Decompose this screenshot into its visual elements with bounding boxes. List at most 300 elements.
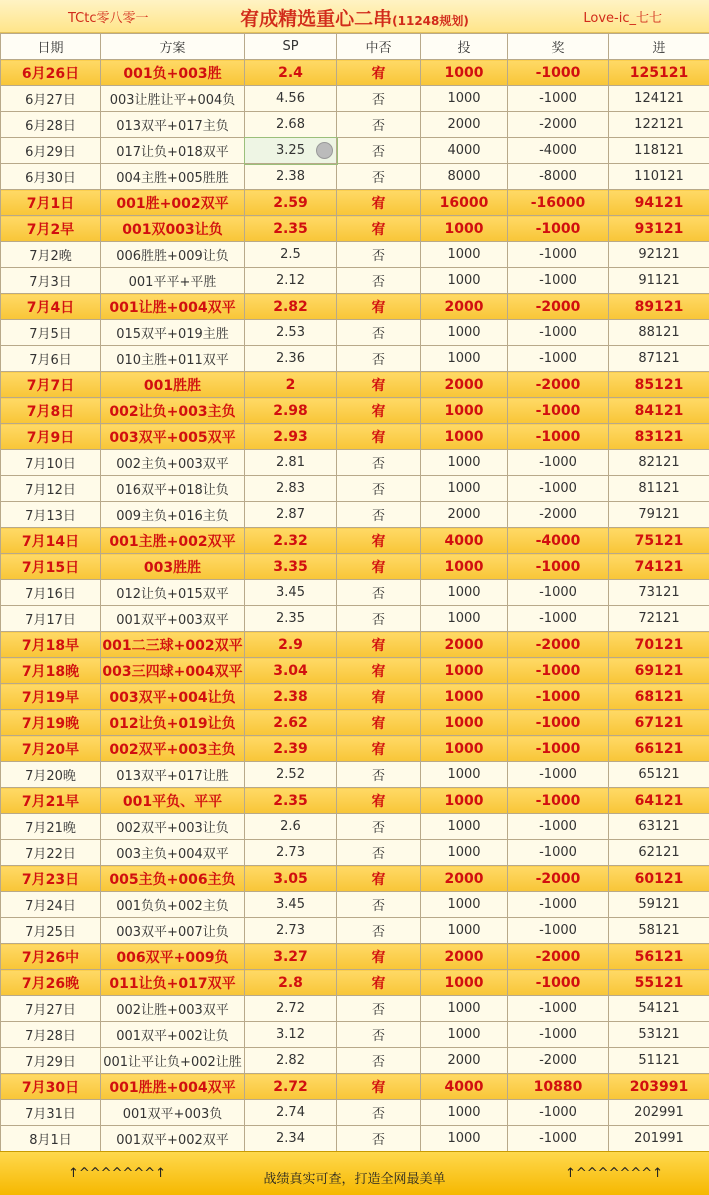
sp-cell[interactable] — [245, 710, 337, 736]
result-cell[interactable] — [337, 294, 421, 320]
sp-cell[interactable] — [245, 684, 337, 710]
balance-cell[interactable] — [609, 346, 709, 372]
balance-cell[interactable] — [609, 476, 709, 502]
result-cell[interactable] — [337, 866, 421, 892]
sp-cell[interactable] — [245, 632, 337, 658]
result-cell[interactable] — [337, 996, 421, 1022]
date-cell[interactable] — [1, 450, 101, 476]
date-cell[interactable] — [1, 866, 101, 892]
sp-cell[interactable] — [245, 1074, 337, 1100]
date-cell[interactable] — [1, 762, 101, 788]
plan-cell[interactable] — [101, 216, 245, 242]
sp-cell[interactable] — [245, 216, 337, 242]
bet-cell[interactable] — [421, 710, 508, 736]
date-cell[interactable] — [1, 970, 101, 996]
plan-cell[interactable] — [101, 632, 245, 658]
plan-cell[interactable] — [101, 1074, 245, 1100]
balance-cell[interactable] — [609, 1126, 709, 1152]
sp-cell[interactable] — [245, 502, 337, 528]
balance-cell[interactable] — [609, 996, 709, 1022]
bet-cell[interactable] — [421, 164, 508, 190]
prize-cell[interactable] — [508, 294, 609, 320]
result-cell[interactable] — [337, 528, 421, 554]
balance-cell[interactable] — [609, 944, 709, 970]
sp-cell[interactable] — [245, 86, 337, 112]
result-cell[interactable] — [337, 606, 421, 632]
date-cell[interactable] — [1, 606, 101, 632]
sp-cell[interactable] — [245, 450, 337, 476]
balance-cell[interactable] — [609, 164, 709, 190]
date-cell[interactable] — [1, 60, 101, 86]
balance-cell[interactable] — [609, 606, 709, 632]
plan-cell[interactable] — [101, 476, 245, 502]
date-cell[interactable] — [1, 528, 101, 554]
prize-cell[interactable] — [508, 502, 609, 528]
bet-cell[interactable] — [421, 554, 508, 580]
balance-cell[interactable] — [609, 1100, 709, 1126]
bet-cell-text: 2000 — [445, 377, 484, 393]
date-cell[interactable] — [1, 1022, 101, 1048]
result-cell[interactable] — [337, 216, 421, 242]
date-cell[interactable] — [1, 736, 101, 762]
result-cell-text: 宥 — [372, 300, 386, 316]
bet-cell[interactable] — [421, 450, 508, 476]
sp-cell[interactable] — [245, 580, 337, 606]
date-cell[interactable] — [1, 1074, 101, 1100]
result-cell[interactable] — [337, 112, 421, 138]
balance-cell[interactable] — [609, 1074, 709, 1100]
sp-cell[interactable] — [245, 476, 337, 502]
balance-cell[interactable] — [609, 866, 709, 892]
result-cell[interactable] — [337, 60, 421, 86]
sp-cell[interactable] — [245, 554, 337, 580]
plan-cell[interactable] — [101, 658, 245, 684]
result-cell[interactable] — [337, 450, 421, 476]
date-cell[interactable] — [1, 268, 101, 294]
balance-cell[interactable] — [609, 762, 709, 788]
result-cell[interactable] — [337, 580, 421, 606]
prize-cell[interactable] — [508, 658, 609, 684]
date-cell[interactable] — [1, 658, 101, 684]
result-cell[interactable] — [337, 268, 421, 294]
plan-cell[interactable] — [101, 554, 245, 580]
balance-cell[interactable] — [609, 970, 709, 996]
result-cell[interactable] — [337, 944, 421, 970]
plan-cell[interactable] — [101, 944, 245, 970]
prize-cell[interactable] — [508, 450, 609, 476]
prize-cell[interactable] — [508, 554, 609, 580]
date-cell[interactable] — [1, 840, 101, 866]
prize-cell[interactable] — [508, 268, 609, 294]
sp-cell[interactable] — [245, 788, 337, 814]
result-cell[interactable] — [337, 138, 421, 164]
plan-cell[interactable] — [101, 268, 245, 294]
balance-cell[interactable] — [609, 892, 709, 918]
result-cell[interactable] — [337, 320, 421, 346]
balance-cell[interactable] — [609, 398, 709, 424]
plan-cell[interactable] — [101, 320, 245, 346]
bet-cell[interactable] — [421, 112, 508, 138]
prize-cell[interactable] — [508, 944, 609, 970]
balance-cell[interactable] — [609, 320, 709, 346]
plan-cell[interactable] — [101, 580, 245, 606]
date-cell[interactable] — [1, 112, 101, 138]
prize-cell[interactable] — [508, 320, 609, 346]
result-cell[interactable] — [337, 970, 421, 996]
sp-cell[interactable] — [245, 892, 337, 918]
prize-cell[interactable] — [508, 476, 609, 502]
plan-cell[interactable] — [101, 684, 245, 710]
date-cell[interactable] — [1, 138, 101, 164]
prize-cell[interactable] — [508, 216, 609, 242]
prize-cell[interactable] — [508, 736, 609, 762]
plan-cell[interactable] — [101, 606, 245, 632]
sp-cell[interactable] — [245, 1048, 337, 1074]
sp-cell[interactable] — [245, 346, 337, 372]
bet-cell[interactable] — [421, 372, 508, 398]
date-cell[interactable] — [1, 216, 101, 242]
sp-cell[interactable] — [245, 944, 337, 970]
result-cell[interactable] — [337, 684, 421, 710]
bet-cell[interactable] — [421, 892, 508, 918]
prize-cell[interactable] — [508, 1100, 609, 1126]
bet-cell[interactable] — [421, 788, 508, 814]
plan-cell[interactable] — [101, 814, 245, 840]
plan-cell[interactable] — [101, 996, 245, 1022]
date-cell[interactable] — [1, 580, 101, 606]
sp-cell[interactable] — [245, 814, 337, 840]
sp-cell[interactable] — [245, 60, 337, 86]
sp-cell[interactable] — [245, 398, 337, 424]
sp-cell[interactable] — [245, 138, 337, 164]
result-cell[interactable] — [337, 1048, 421, 1074]
balance-cell[interactable] — [609, 528, 709, 554]
prize-cell[interactable] — [508, 138, 609, 164]
plan-cell[interactable] — [101, 294, 245, 320]
result-cell[interactable] — [337, 788, 421, 814]
result-cell[interactable] — [337, 1074, 421, 1100]
result-cell[interactable] — [337, 502, 421, 528]
plan-cell[interactable] — [101, 398, 245, 424]
balance-cell[interactable] — [609, 60, 709, 86]
bet-cell[interactable] — [421, 996, 508, 1022]
result-cell[interactable] — [337, 918, 421, 944]
date-cell[interactable] — [1, 190, 101, 216]
balance-cell[interactable] — [609, 268, 709, 294]
result-cell[interactable] — [337, 346, 421, 372]
balance-cell[interactable] — [609, 372, 709, 398]
prize-cell[interactable] — [508, 762, 609, 788]
sp-cell[interactable] — [245, 970, 337, 996]
balance-cell[interactable] — [609, 502, 709, 528]
date-cell[interactable] — [1, 996, 101, 1022]
bet-cell[interactable] — [421, 320, 508, 346]
result-cell[interactable] — [337, 242, 421, 268]
plan-cell[interactable] — [101, 190, 245, 216]
prize-cell[interactable] — [508, 1048, 609, 1074]
plan-cell[interactable] — [101, 736, 245, 762]
prize-cell[interactable] — [508, 606, 609, 632]
bet-cell[interactable] — [421, 970, 508, 996]
result-cell[interactable] — [337, 1100, 421, 1126]
date-cell[interactable] — [1, 502, 101, 528]
date-cell-text: 7月2晚 — [29, 249, 72, 264]
bet-cell[interactable] — [421, 580, 508, 606]
bet-cell[interactable] — [421, 294, 508, 320]
date-cell[interactable] — [1, 164, 101, 190]
prize-cell[interactable] — [508, 788, 609, 814]
sp-cell[interactable] — [245, 372, 337, 398]
sp-cell[interactable] — [245, 528, 337, 554]
prize-cell[interactable] — [508, 528, 609, 554]
result-cell[interactable] — [337, 658, 421, 684]
prize-cell[interactable] — [508, 242, 609, 268]
date-cell[interactable] — [1, 476, 101, 502]
prize-cell[interactable] — [508, 1074, 609, 1100]
bet-cell[interactable] — [421, 398, 508, 424]
date-cell[interactable] — [1, 788, 101, 814]
result-cell[interactable] — [337, 372, 421, 398]
bet-cell-text: 1000 — [447, 845, 480, 860]
cell-comment-icon[interactable] — [316, 142, 333, 159]
prize-cell[interactable] — [508, 970, 609, 996]
balance-cell[interactable] — [609, 710, 709, 736]
sp-cell[interactable] — [245, 424, 337, 450]
balance-cell[interactable] — [609, 580, 709, 606]
result-cell[interactable] — [337, 710, 421, 736]
date-cell[interactable] — [1, 710, 101, 736]
bet-cell[interactable] — [421, 1074, 508, 1100]
date-cell[interactable] — [1, 372, 101, 398]
prize-cell[interactable] — [508, 996, 609, 1022]
result-cell[interactable] — [337, 554, 421, 580]
plan-cell[interactable] — [101, 892, 245, 918]
bet-cell[interactable] — [421, 632, 508, 658]
bet-cell[interactable] — [421, 1022, 508, 1048]
result-cell[interactable] — [337, 840, 421, 866]
result-cell[interactable] — [337, 1126, 421, 1152]
prize-cell[interactable] — [508, 684, 609, 710]
bet-cell[interactable] — [421, 424, 508, 450]
prize-cell[interactable] — [508, 424, 609, 450]
prize-cell[interactable] — [508, 190, 609, 216]
sp-cell[interactable] — [245, 164, 337, 190]
plan-cell[interactable] — [101, 60, 245, 86]
sp-cell[interactable] — [245, 320, 337, 346]
date-cell[interactable] — [1, 632, 101, 658]
result-cell[interactable] — [337, 164, 421, 190]
balance-cell[interactable] — [609, 632, 709, 658]
balance-cell[interactable] — [609, 242, 709, 268]
result-cell[interactable] — [337, 190, 421, 216]
result-cell[interactable] — [337, 424, 421, 450]
plan-cell[interactable] — [101, 424, 245, 450]
balance-cell[interactable] — [609, 918, 709, 944]
plan-cell[interactable] — [101, 138, 245, 164]
bet-cell[interactable] — [421, 944, 508, 970]
sp-cell[interactable] — [245, 996, 337, 1022]
prize-cell[interactable] — [508, 840, 609, 866]
bet-cell[interactable] — [421, 476, 508, 502]
sp-cell[interactable] — [245, 190, 337, 216]
sp-cell[interactable] — [245, 1100, 337, 1126]
balance-cell[interactable] — [609, 1048, 709, 1074]
bet-cell[interactable] — [421, 684, 508, 710]
prize-cell[interactable] — [508, 112, 609, 138]
date-cell[interactable] — [1, 398, 101, 424]
plan-cell[interactable] — [101, 1100, 245, 1126]
plan-cell[interactable] — [101, 918, 245, 944]
date-cell[interactable] — [1, 424, 101, 450]
balance-cell[interactable] — [609, 554, 709, 580]
bet-cell[interactable] — [421, 840, 508, 866]
result-cell[interactable] — [337, 736, 421, 762]
balance-cell[interactable] — [609, 736, 709, 762]
balance-cell[interactable] — [609, 658, 709, 684]
prize-cell[interactable] — [508, 398, 609, 424]
date-cell[interactable] — [1, 320, 101, 346]
plan-cell[interactable] — [101, 86, 245, 112]
prize-cell[interactable] — [508, 1126, 609, 1152]
bet-cell[interactable] — [421, 658, 508, 684]
balance-cell[interactable] — [609, 1022, 709, 1048]
bet-cell[interactable] — [421, 814, 508, 840]
date-cell[interactable] — [1, 684, 101, 710]
bet-cell[interactable] — [421, 86, 508, 112]
plan-cell[interactable] — [101, 346, 245, 372]
balance-cell[interactable] — [609, 138, 709, 164]
plan-cell[interactable] — [101, 866, 245, 892]
date-cell[interactable] — [1, 294, 101, 320]
bet-cell[interactable] — [421, 60, 508, 86]
date-cell[interactable] — [1, 1100, 101, 1126]
result-cell[interactable] — [337, 398, 421, 424]
bet-cell[interactable] — [421, 866, 508, 892]
prize-cell[interactable] — [508, 372, 609, 398]
sp-cell[interactable] — [245, 268, 337, 294]
plan-cell[interactable] — [101, 1126, 245, 1152]
bet-cell[interactable] — [421, 528, 508, 554]
prize-cell[interactable] — [508, 814, 609, 840]
sp-cell[interactable] — [245, 242, 337, 268]
result-cell[interactable] — [337, 1022, 421, 1048]
balance-cell[interactable] — [609, 190, 709, 216]
prize-cell[interactable] — [508, 710, 609, 736]
bet-cell[interactable] — [421, 138, 508, 164]
sp-cell[interactable] — [245, 918, 337, 944]
result-cell[interactable] — [337, 86, 421, 112]
date-cell[interactable] — [1, 814, 101, 840]
sp-cell[interactable] — [245, 606, 337, 632]
balance-cell[interactable] — [609, 814, 709, 840]
plan-cell[interactable] — [101, 502, 245, 528]
balance-cell[interactable] — [609, 216, 709, 242]
bet-cell[interactable] — [421, 1100, 508, 1126]
plan-cell[interactable] — [101, 1048, 245, 1074]
date-cell[interactable] — [1, 1126, 101, 1152]
sp-cell[interactable] — [245, 112, 337, 138]
bet-cell[interactable] — [421, 190, 508, 216]
balance-cell[interactable] — [609, 788, 709, 814]
bet-cell[interactable] — [421, 502, 508, 528]
plan-cell[interactable] — [101, 372, 245, 398]
bet-cell[interactable] — [421, 736, 508, 762]
bet-cell[interactable] — [421, 918, 508, 944]
balance-cell[interactable] — [609, 86, 709, 112]
balance-cell[interactable] — [609, 840, 709, 866]
date-cell[interactable] — [1, 86, 101, 112]
sp-cell[interactable] — [245, 658, 337, 684]
balance-cell[interactable] — [609, 294, 709, 320]
balance-cell[interactable] — [609, 424, 709, 450]
prize-cell[interactable] — [508, 866, 609, 892]
result-cell[interactable] — [337, 762, 421, 788]
bet-cell[interactable] — [421, 1126, 508, 1152]
plan-cell[interactable] — [101, 762, 245, 788]
prize-cell[interactable] — [508, 86, 609, 112]
plan-cell[interactable] — [101, 840, 245, 866]
balance-cell[interactable] — [609, 450, 709, 476]
prize-cell[interactable] — [508, 60, 609, 86]
balance-cell[interactable] — [609, 112, 709, 138]
result-cell[interactable] — [337, 814, 421, 840]
bet-cell[interactable] — [421, 268, 508, 294]
plan-cell[interactable] — [101, 710, 245, 736]
plan-cell[interactable] — [101, 164, 245, 190]
date-cell[interactable] — [1, 918, 101, 944]
date-cell[interactable] — [1, 944, 101, 970]
bet-cell[interactable] — [421, 242, 508, 268]
balance-cell[interactable] — [609, 684, 709, 710]
prize-cell[interactable] — [508, 892, 609, 918]
bet-cell[interactable] — [421, 762, 508, 788]
plan-cell[interactable] — [101, 450, 245, 476]
prize-cell[interactable] — [508, 918, 609, 944]
prize-cell[interactable] — [508, 1022, 609, 1048]
result-cell[interactable] — [337, 632, 421, 658]
prize-cell[interactable] — [508, 580, 609, 606]
bet-cell[interactable] — [421, 1048, 508, 1074]
result-cell[interactable] — [337, 892, 421, 918]
sp-cell[interactable] — [245, 866, 337, 892]
plan-cell-text: 001双平+002双平 — [116, 1133, 229, 1148]
date-cell[interactable] — [1, 1048, 101, 1074]
plan-cell[interactable] — [101, 970, 245, 996]
prize-cell[interactable] — [508, 164, 609, 190]
plan-cell[interactable] — [101, 788, 245, 814]
date-cell[interactable] — [1, 554, 101, 580]
result-cell[interactable] — [337, 476, 421, 502]
sp-cell[interactable] — [245, 762, 337, 788]
date-cell[interactable] — [1, 242, 101, 268]
plan-cell[interactable] — [101, 112, 245, 138]
sp-cell[interactable] — [245, 1022, 337, 1048]
plan-cell[interactable] — [101, 1022, 245, 1048]
bet-cell[interactable] — [421, 216, 508, 242]
prize-cell[interactable] — [508, 632, 609, 658]
date-cell[interactable] — [1, 346, 101, 372]
sp-cell[interactable] — [245, 1126, 337, 1152]
plan-cell[interactable] — [101, 242, 245, 268]
date-cell[interactable] — [1, 892, 101, 918]
sp-cell[interactable] — [245, 294, 337, 320]
bet-cell[interactable] — [421, 606, 508, 632]
prize-cell[interactable] — [508, 346, 609, 372]
plan-cell[interactable] — [101, 528, 245, 554]
bet-cell[interactable] — [421, 346, 508, 372]
sp-cell[interactable] — [245, 736, 337, 762]
sp-cell[interactable] — [245, 840, 337, 866]
